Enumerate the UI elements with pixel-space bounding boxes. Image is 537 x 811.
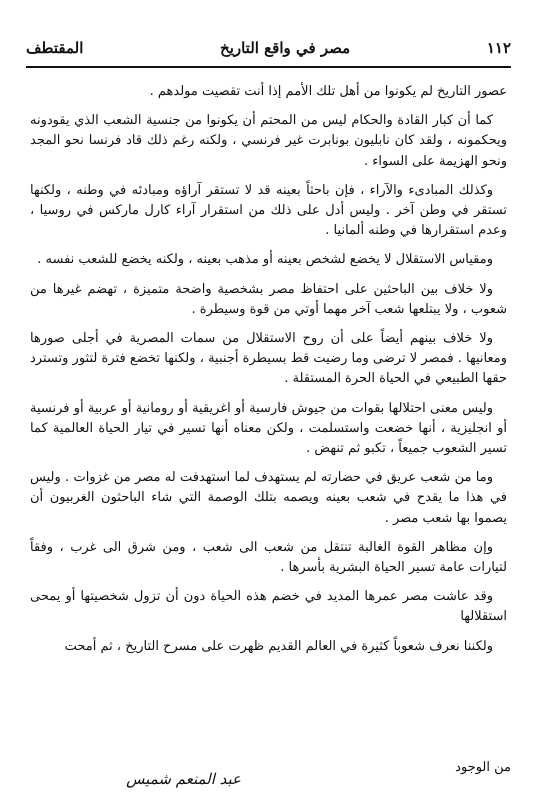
paragraph: كما أن كبار القادة والحكام ليس من المحتم أن يكونوا من جنسية الشعب الذي يقودونه ويحكمونه ، ولقد كان نابليون بونابرت غير فرنسي ، ولكنه رغم ذلك قاد فرنسا نحو المجد ونحو الهزيمة على السواء . bbox=[30, 113, 507, 169]
paragraph: ومقياس الاستقلال لا يخضع لشخص بعينه أو مذهب بعينه ، ولكنه يخضع للشعب نفسه . bbox=[37, 252, 493, 268]
journal-name: المقتطف bbox=[26, 39, 84, 57]
signature-block bbox=[26, 760, 511, 800]
paragraph: عصور التاريخ لم يكونوا من أهل تلك الأمم إذا أنت تقصيت مولدهم . bbox=[149, 84, 507, 99]
page-header bbox=[26, 34, 511, 62]
author-signature: عبد المنعم شميس bbox=[126, 770, 241, 788]
paragraph: ولا خلاف بينهم أيضاً على أن روح الاستقلال من سمات المصرية في أجلى صورها ومعانيها . فمصر لا ترضى وما رضيت قط بسيطرة أجنبية ، ولكنها تخضع فترة لتثور وتسترد حقها الطبيعي في الحياة الحرة المستقلة . bbox=[30, 331, 507, 387]
paragraph: وقد عاشت مصر عمرها المديد في خضم هذه الحياة دون أن تزول شخصيتها أو يمحى استقلالها bbox=[30, 589, 507, 625]
running-title: مصر في واقع التاريخ bbox=[220, 39, 351, 57]
header-rule bbox=[26, 66, 511, 68]
page-number: ١١٢ bbox=[486, 39, 511, 57]
closing-line: من الوجود bbox=[455, 760, 511, 775]
paragraph: وكذلك المبادىء والآراء ، فإن باحثاً بعينه قد لا تستقر آراؤه ومبادئه في وطنه ، ولكنها تستقر في وطن آخر . وليس أدل على ذلك من استقرار آراء كارل ماركس في روسيا ، وعدم استقرارها في وطنه ألمانيا . bbox=[30, 182, 507, 239]
paragraph: وإن مظاهر القوة الغالبة تنتقل من شعب الى شعب ، ومن شرق الى غرب ، وفقاً لتيارات عامة تسير الحياة البشرية بأسرها . bbox=[30, 539, 507, 576]
paragraph: وليس معنى احتلالها بقوات من جيوش فارسية أو اغريقية أو رومانية أو عربية أو فرنسية أو انجليزية ، أنها خضعت واستسلمت ، ولكن معناه أنها تسير في تيار الحياة العالمية كما تسير الشعوب جميعاً ، تكبو ثم تنهض . bbox=[30, 400, 507, 457]
paragraph: ولا خلاف بين الباحثين على احتفاظ مصر بشخصية واضحة متميزة ، تهضم غيرها من شعوب ، ولا يبتلعها شعب آخر مهما أوتي من قوة وسيطرة . bbox=[30, 281, 507, 317]
paragraph: ولكننا نعرف شعوباً كثيرة في العالم القديم ظهرت على مسرح التاريخ ، ثم أمحت bbox=[64, 638, 493, 654]
article-body bbox=[30, 82, 507, 666]
paragraph: وما من شعب عريق في حضارته لم يستهدف لما استهدفت له مصر من غزوات . وليس في هذا ما يقدح في شعب بعينه ويصمه بتلك الوصمة التي شاء الباحثون الغربيون أن يصموا بها شعب مصر . bbox=[30, 470, 507, 526]
